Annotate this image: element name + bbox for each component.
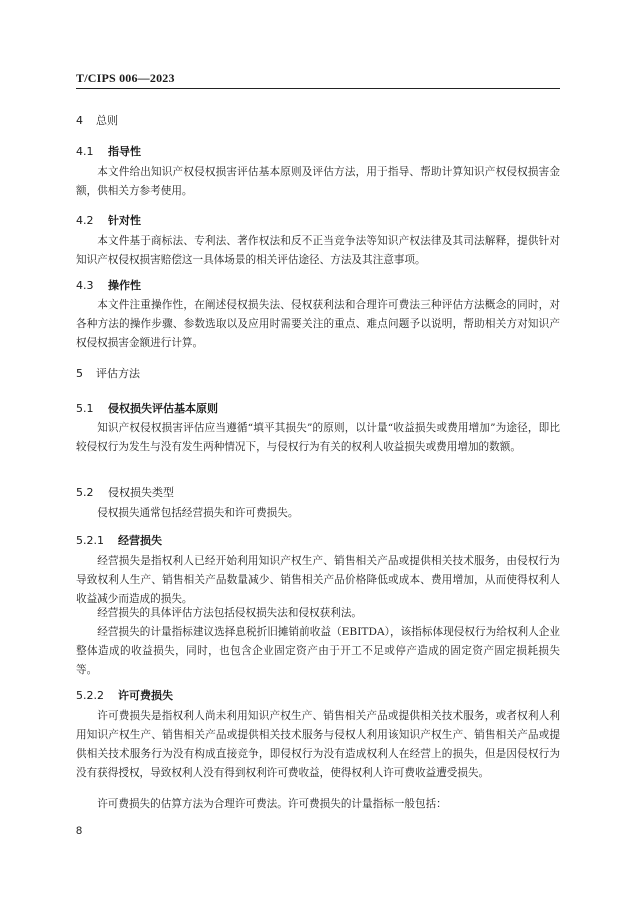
heading-number: 5.2.2: [76, 689, 104, 702]
heading-title: 针对性: [108, 214, 141, 227]
heading-section-4-3: [76, 277, 141, 293]
paragraph-5-2-1-b: 经营损失的具体评估方法包括侵权损失法和侵权获利法。: [97, 607, 363, 619]
heading-number: 4.2: [76, 214, 94, 227]
paragraph-5-2: 侵权损失通常包括经营损失和许可费损失。: [97, 507, 299, 519]
heading-title: 评估方法: [96, 367, 140, 380]
heading-title: 侵权损失类型: [108, 486, 174, 499]
heading-section-5-2-2: [76, 687, 173, 703]
heading-title: 侵权损失评估基本原则: [108, 402, 218, 415]
paragraph-5-2-2-b: 许可费损失的估算方法为合理许可费法。许可费损失的计量指标一般包括：: [97, 798, 447, 810]
heading-number: 5: [76, 367, 83, 380]
heading-section-5: [76, 365, 140, 381]
heading-section-5-1: [76, 400, 218, 416]
heading-number: 5.2.1: [76, 534, 104, 547]
heading-section-4: [76, 112, 118, 128]
paragraph-5-2-1-a: 经营损失是指权利人已经开始利用知识产权生产、销售相关产品或提供相关技术服务，由侵权行为导致权利人生产、销售相关产品数量减少、销售相关产品价格降低或成本、费用增加，从而使得权利人收益减少而造成的损失。: [76, 555, 560, 605]
paragraph-5-2-1-c: 经营损失的计量指标建议选择息税折旧摊销前收益（EBITDA），该指标体现侵权行为给权利人企业整体造成的收益损失，同时，也包含企业固定资产由于开工不足或停产造成的固定资产固定损耗损失等。: [76, 626, 560, 676]
paragraph-5-1: 知识产权侵权损害评估应当遵循“填平其损失”的原则，以计量“收益损失或费用增加”为途径，即比较侵权行为发生与没有发生两种情况下，与侵权行为有关的权利人收益损失或费用增加的数额。: [76, 422, 560, 453]
heading-section-5-2-1: [76, 532, 162, 548]
document-identifier: T/CIPS 006—2023: [76, 71, 175, 85]
heading-number: 4.3: [76, 279, 94, 292]
heading-title: 指导性: [108, 145, 141, 158]
heading-title: 操作性: [108, 279, 141, 292]
heading-section-5-2: [76, 484, 174, 500]
paragraph-4-1: 本文件给出知识产权侵权损害评估基本原则及评估方法，用于指导、帮助计算知识产权侵权损害金额，供相关方参考使用。: [76, 166, 560, 197]
heading-title: 经营损失: [118, 534, 162, 547]
heading-title: 许可费损失: [118, 689, 173, 702]
header-rule: [76, 88, 560, 89]
heading-section-4-1: [76, 143, 141, 159]
paragraph-4-2: 本文件基于商标法、专利法、著作权法和反不正当竞争法等知识产权法律及其司法解释，提供针对知识产权侵权损害赔偿这一具体场景的相关评估途径、方法及其注意事项。: [76, 235, 560, 266]
paragraph-4-3: 本文件注重操作性，在阐述侵权损失法、侵权获利法和合理许可费法三种评估方法概念的同时，对各种方法的操作步骤、参数选取以及应用时需要关注的重点、难点问题予以说明，帮助相关方对知识产权侵权损害金额进行计算。: [76, 299, 560, 349]
paragraph-5-2-2-a: 许可费损失是指权利人尚未利用知识产权生产、销售相关产品或提供相关技术服务，或者权利人利用知识产权生产、销售相关产品或提供相关技术服务与侵权人利用该知识产权生产、销售相关产品或提供相关技术服务行为没有构成直接竞争，即侵权行为没有造成权利人在经营上的损失，但是因侵权行为没有获得授权，导致权利人没有得到权利许可费收益，使得权利人许可费收益遭受损失。: [76, 710, 560, 779]
heading-section-4-2: [76, 212, 141, 228]
heading-number: 5.2: [76, 486, 94, 499]
heading-number: 4: [76, 114, 83, 127]
heading-number: 5.1: [76, 402, 94, 415]
page-number: 8: [76, 825, 83, 837]
heading-number: 4.1: [76, 145, 94, 158]
heading-title: 总则: [96, 114, 118, 127]
